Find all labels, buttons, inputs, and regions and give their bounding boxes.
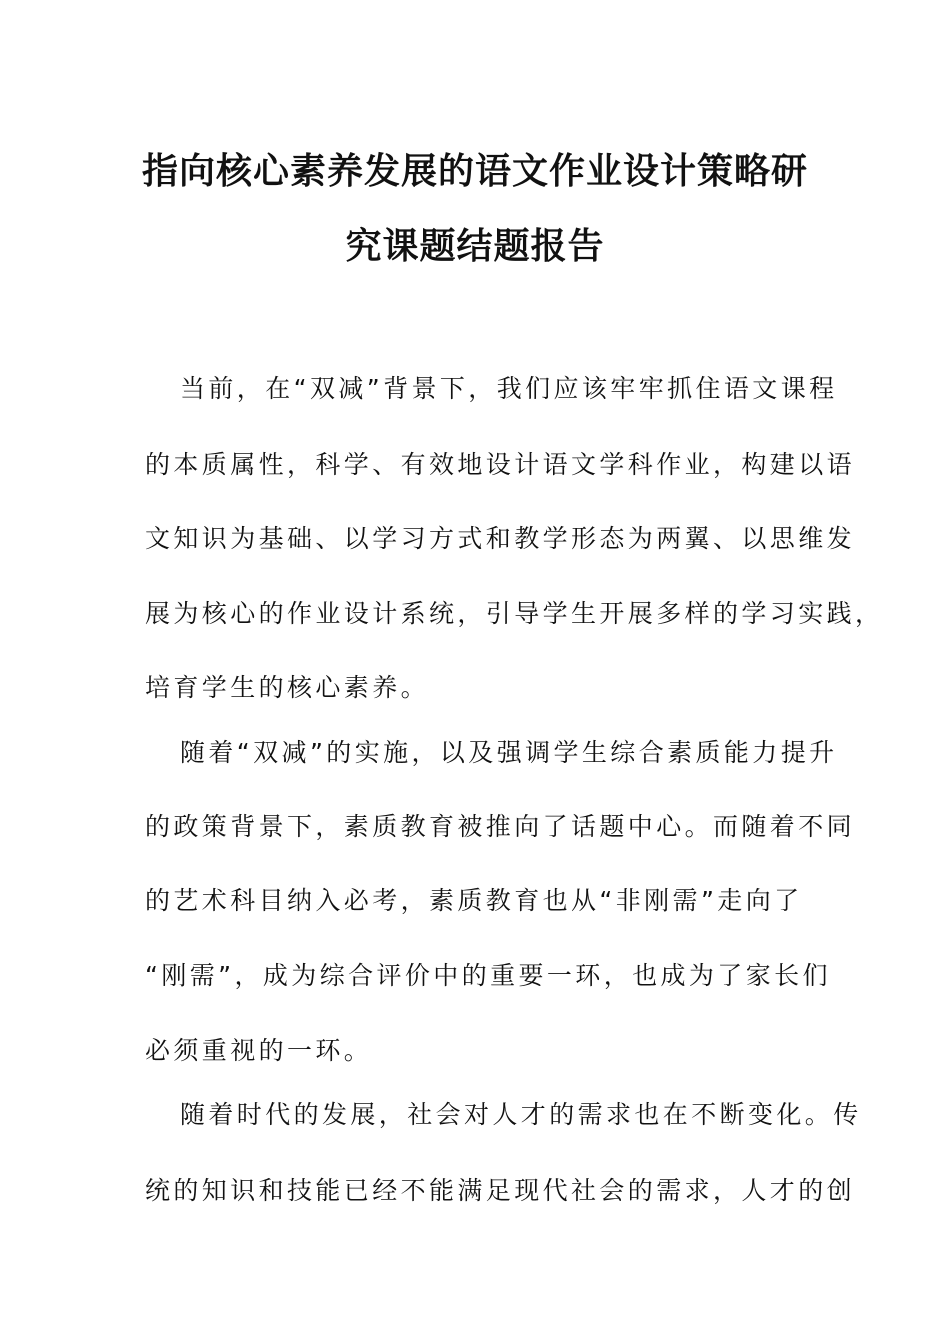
paragraph-1-line-4: 展为核心的作业设计系统，引导学生开展多样的学习实践， [145,599,884,628]
paragraph-2-line-4: “刚需”，成为综合评价中的重要一环，也成为了家长们 [145,961,831,990]
document-title-line-1: 指向核心素养发展的语文作业设计策略研 [141,150,808,192]
paragraph-1-line-2: 的本质属性，科学、有效地设计语文学科作业，构建以语 [145,450,856,479]
document-title-line-2: 究课题结题报告 [345,225,605,267]
paragraph-3-line-2: 统的知识和技能已经不能满足现代社会的需求，人才的创 [145,1176,856,1205]
paragraph-2-line-5: 必须重视的一环。 [145,1036,373,1065]
paragraph-1-line-3: 文知识为基础、以学习方式和教学形态为两翼、以思维发 [145,524,856,553]
paragraph-2-line-3: 的艺术科目纳入必考，素质教育也从“非刚需”走向了 [145,886,803,915]
paragraph-1-line-1: 当前，在“双减”背景下，我们应该牢牢抓住语文课程 [180,374,838,403]
paragraph-2-line-1: 随着“双减”的实施，以及强调学生综合素质能力提升 [180,738,838,767]
paragraph-2-line-2: 的政策背景下，素质教育被推向了话题中心。而随着不同 [145,812,856,841]
paragraph-3-line-1: 随着时代的发展，社会对人才的需求也在不断变化。传 [180,1100,862,1129]
paragraph-1-line-5: 培育学生的核心素养。 [145,673,430,702]
